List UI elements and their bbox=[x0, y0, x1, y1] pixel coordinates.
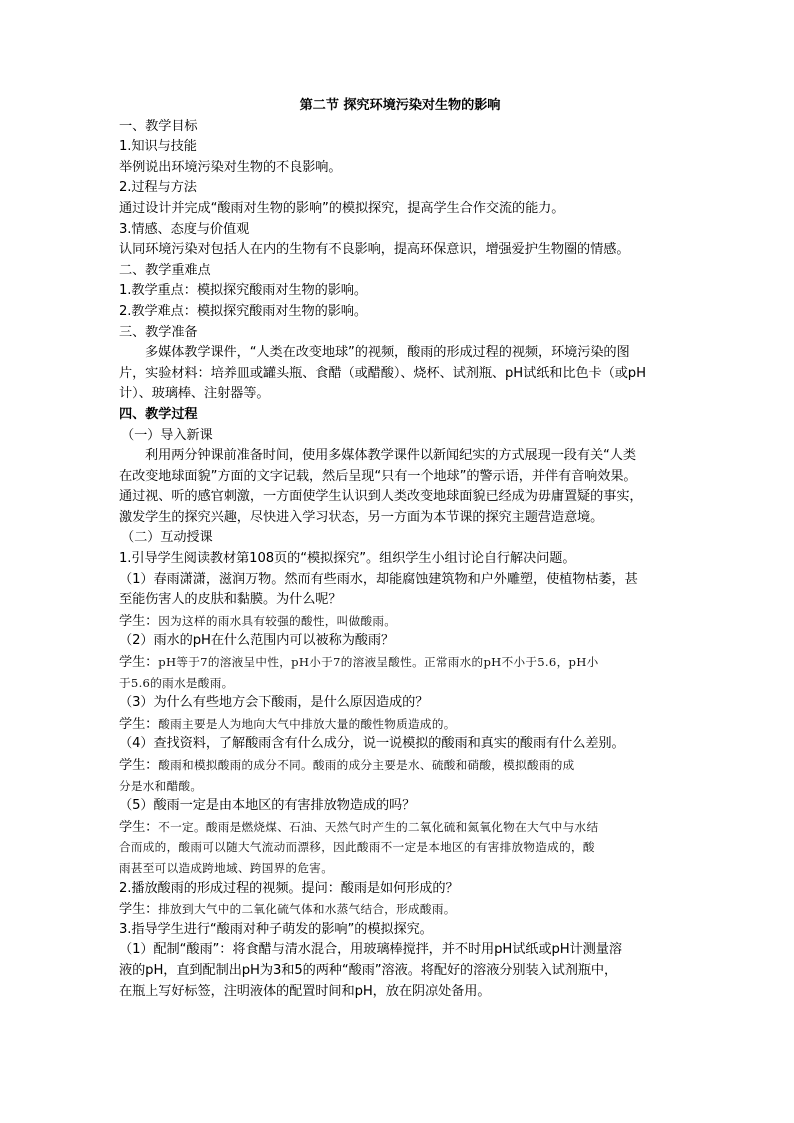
text-line bbox=[119, 920, 681, 941]
page-title: 第二节 探究环境污染对生物的影响 bbox=[299, 98, 501, 113]
text-line bbox=[119, 426, 681, 447]
text-line bbox=[119, 982, 681, 1003]
text-line bbox=[119, 961, 681, 982]
student-answer-line bbox=[119, 714, 681, 735]
line-text: 1.知识与技能 bbox=[119, 139, 197, 155]
text-line bbox=[119, 364, 681, 385]
student-answer-line bbox=[119, 817, 681, 838]
line-text: 合而成的，酸雨可以随大气流动而漂移，因此酸雨不一定是本地区的有害排放物造成的，酸 bbox=[119, 840, 595, 855]
line-text: 不一定。酸雨是燃烧煤、石油、天然气时产生的二氧化硫和氮氧化物在大气中与水结 bbox=[158, 819, 599, 834]
text-line bbox=[119, 508, 681, 529]
student-label: 学生： bbox=[119, 902, 159, 918]
line-text: 2.过程与方法 bbox=[119, 180, 197, 196]
line-text: 因为这样的雨水具有较强的酸性，叫做酸雨。 bbox=[158, 613, 397, 628]
document-body bbox=[119, 96, 681, 1002]
line-text: 激发学生的探究兴趣，尽快进入学习状态，另一方面为本节课的探究主题营造意境。 bbox=[119, 509, 604, 525]
line-text: 排放到大气中的二氧化硫气体和水蒸气结合，形成酸雨。 bbox=[158, 902, 456, 917]
text-line bbox=[119, 693, 681, 714]
line-text: （2）雨水的pH在什么范围内可以被称为酸雨？ bbox=[119, 633, 395, 649]
text-line bbox=[119, 405, 681, 426]
text-line bbox=[119, 528, 681, 549]
line-text: 酸雨和模拟酸雨的成分不同。酸雨的成分主要是水、硫酸和硝酸，模拟酸雨的成 bbox=[158, 758, 575, 772]
line-text: pH等于7的溶液呈中性，pH小于7的溶液呈酸性。正常雨水的pH不小于5.6，pH小 bbox=[158, 655, 599, 670]
text-line bbox=[119, 467, 681, 488]
student-label: 学生： bbox=[119, 613, 159, 629]
line-text: 在瓶上写好标签，注明液体的配置时间和pH，放在阴凉处备用。 bbox=[119, 983, 491, 999]
text-line bbox=[119, 343, 681, 364]
line-text: 至能伤害人的皮肤和黏膜。为什么呢？ bbox=[119, 592, 342, 608]
student-label: 学生： bbox=[119, 758, 159, 773]
text-line bbox=[119, 879, 681, 900]
student-label: 学生： bbox=[119, 819, 159, 835]
line-text: （1）春雨潇潇，滋润万物。然而有些雨水，却能腐蚀建筑物和户外雕塑，使植物枯萎，甚 bbox=[119, 571, 638, 587]
student-label: 学生： bbox=[119, 716, 159, 732]
line-text: 酸雨主要是人为地向大气中排放大量的酸性物质造成的。 bbox=[158, 716, 456, 731]
text-line bbox=[119, 940, 681, 961]
line-text: 多媒体教学课件，“人类在改变地球”的视频，酸雨的形成过程的视频，环境污染的图 bbox=[145, 345, 630, 361]
student-answer-line bbox=[119, 611, 681, 632]
line-text: 通过设计并完成“酸雨对生物的影响”的模拟探究，提高学生合作交流的能力。 bbox=[119, 200, 565, 216]
line-text: （一）导入新课 bbox=[121, 427, 213, 443]
line-text: 二、教学重难点 bbox=[119, 262, 211, 278]
text-line bbox=[119, 631, 681, 652]
text-line bbox=[119, 261, 681, 282]
student-answer-line bbox=[119, 899, 681, 920]
line-text: 3.情感、态度与价值观 bbox=[119, 221, 250, 237]
answer-continuation-line bbox=[119, 673, 681, 694]
line-text: （5）酸雨一定是由本地区的有害排放物造成的吗？ bbox=[119, 798, 416, 814]
text-line bbox=[119, 158, 681, 179]
line-text: 1.教学重点：模拟探究酸雨对生物的影响。 bbox=[119, 283, 367, 299]
line-text: 计）、玻璃棒、注射器等。 bbox=[119, 386, 270, 402]
text-line bbox=[119, 302, 681, 323]
text-line bbox=[119, 240, 681, 261]
line-text: 分是水和醋酸。 bbox=[119, 778, 203, 793]
line-text: 于5.6的雨水是酸雨。 bbox=[119, 675, 234, 690]
line-text: 四、教学过程 bbox=[119, 406, 198, 422]
line-text: 通过视、听的感官刺激，一方面使学生认识到人类改变地球面貌已经成为毋庸置疑的事实， bbox=[119, 489, 643, 505]
text-line bbox=[119, 117, 681, 138]
line-text: 2.教学难点：模拟探究酸雨对生物的影响。 bbox=[119, 303, 367, 319]
line-text: 一、教学目标 bbox=[119, 118, 198, 134]
text-line bbox=[119, 796, 681, 817]
line-text: （3）为什么有些地方会下酸雨，是什么原因造成的？ bbox=[119, 695, 429, 711]
line-text: 在改变地球面貌”方面的文字记载，然后呈现“只有一个地球”的警示语，并伴有音响效果。 bbox=[119, 468, 637, 484]
text-line bbox=[119, 734, 681, 755]
text-line bbox=[119, 178, 681, 199]
text-line bbox=[119, 220, 681, 241]
student-label: 学生： bbox=[119, 655, 159, 671]
line-text: 片，实验材料：培养皿或罐头瓶、食醋（或醋酸）、烧杯、试剂瓶、pH试纸和比色卡（或pH bbox=[119, 365, 646, 381]
answer-continuation-line bbox=[119, 776, 681, 797]
line-text: （4）查找资料，了解酸雨含有什么成分，说一说模拟的酸雨和真实的酸雨有什么差别。 bbox=[119, 736, 625, 752]
line-text: 1.引导学生阅读教材第108页的“模拟探究”。组织学生小组讨论自行解决问题。 bbox=[119, 551, 576, 567]
line-text: 三、教学准备 bbox=[119, 324, 198, 340]
student-answer-line bbox=[119, 652, 681, 673]
line-text: 举例说出环境污染对生物的不良影响。 bbox=[119, 159, 342, 175]
answer-continuation-line bbox=[119, 837, 681, 858]
text-line bbox=[119, 570, 681, 591]
line-text: （二）互动授课 bbox=[121, 530, 213, 546]
text-line bbox=[119, 384, 681, 405]
line-text: 液的pH，直到配制出pH为3和5的两种“酸雨”溶液。将配好的溶液分别装入试剂瓶中， bbox=[119, 962, 618, 978]
text-line bbox=[119, 590, 681, 611]
text-line bbox=[119, 281, 681, 302]
text-line bbox=[119, 199, 681, 220]
line-text: 雨甚至可以造成跨地域、跨国界的危害。 bbox=[119, 860, 334, 875]
line-text: 3.指导学生进行“酸雨对种子萌发的影响”的模拟探究。 bbox=[119, 921, 433, 937]
text-line bbox=[119, 323, 681, 344]
line-text: （1）配制“酸雨”：将食醋与清水混合，用玻璃棒搅拌，并不时用pH试纸或pH计测量溶 bbox=[119, 942, 622, 958]
text-line bbox=[119, 487, 681, 508]
answer-continuation-line bbox=[119, 858, 681, 879]
text-line bbox=[119, 549, 681, 570]
student-answer-line bbox=[119, 755, 681, 776]
text-line bbox=[119, 446, 681, 467]
line-text: 认同环境污染对包括人在内的生物有不良影响，提高环保意识，增强爱护生物圈的情感。 bbox=[119, 242, 630, 258]
line-text: 利用两分钟课前准备时间，使用多媒体教学课件以新闻纪实的方式展现一段有关“人类 bbox=[145, 448, 636, 464]
text-line bbox=[119, 137, 681, 158]
line-text: 2.播放酸雨的形成过程的视频。提问：酸雨是如何形成的？ bbox=[119, 880, 459, 896]
